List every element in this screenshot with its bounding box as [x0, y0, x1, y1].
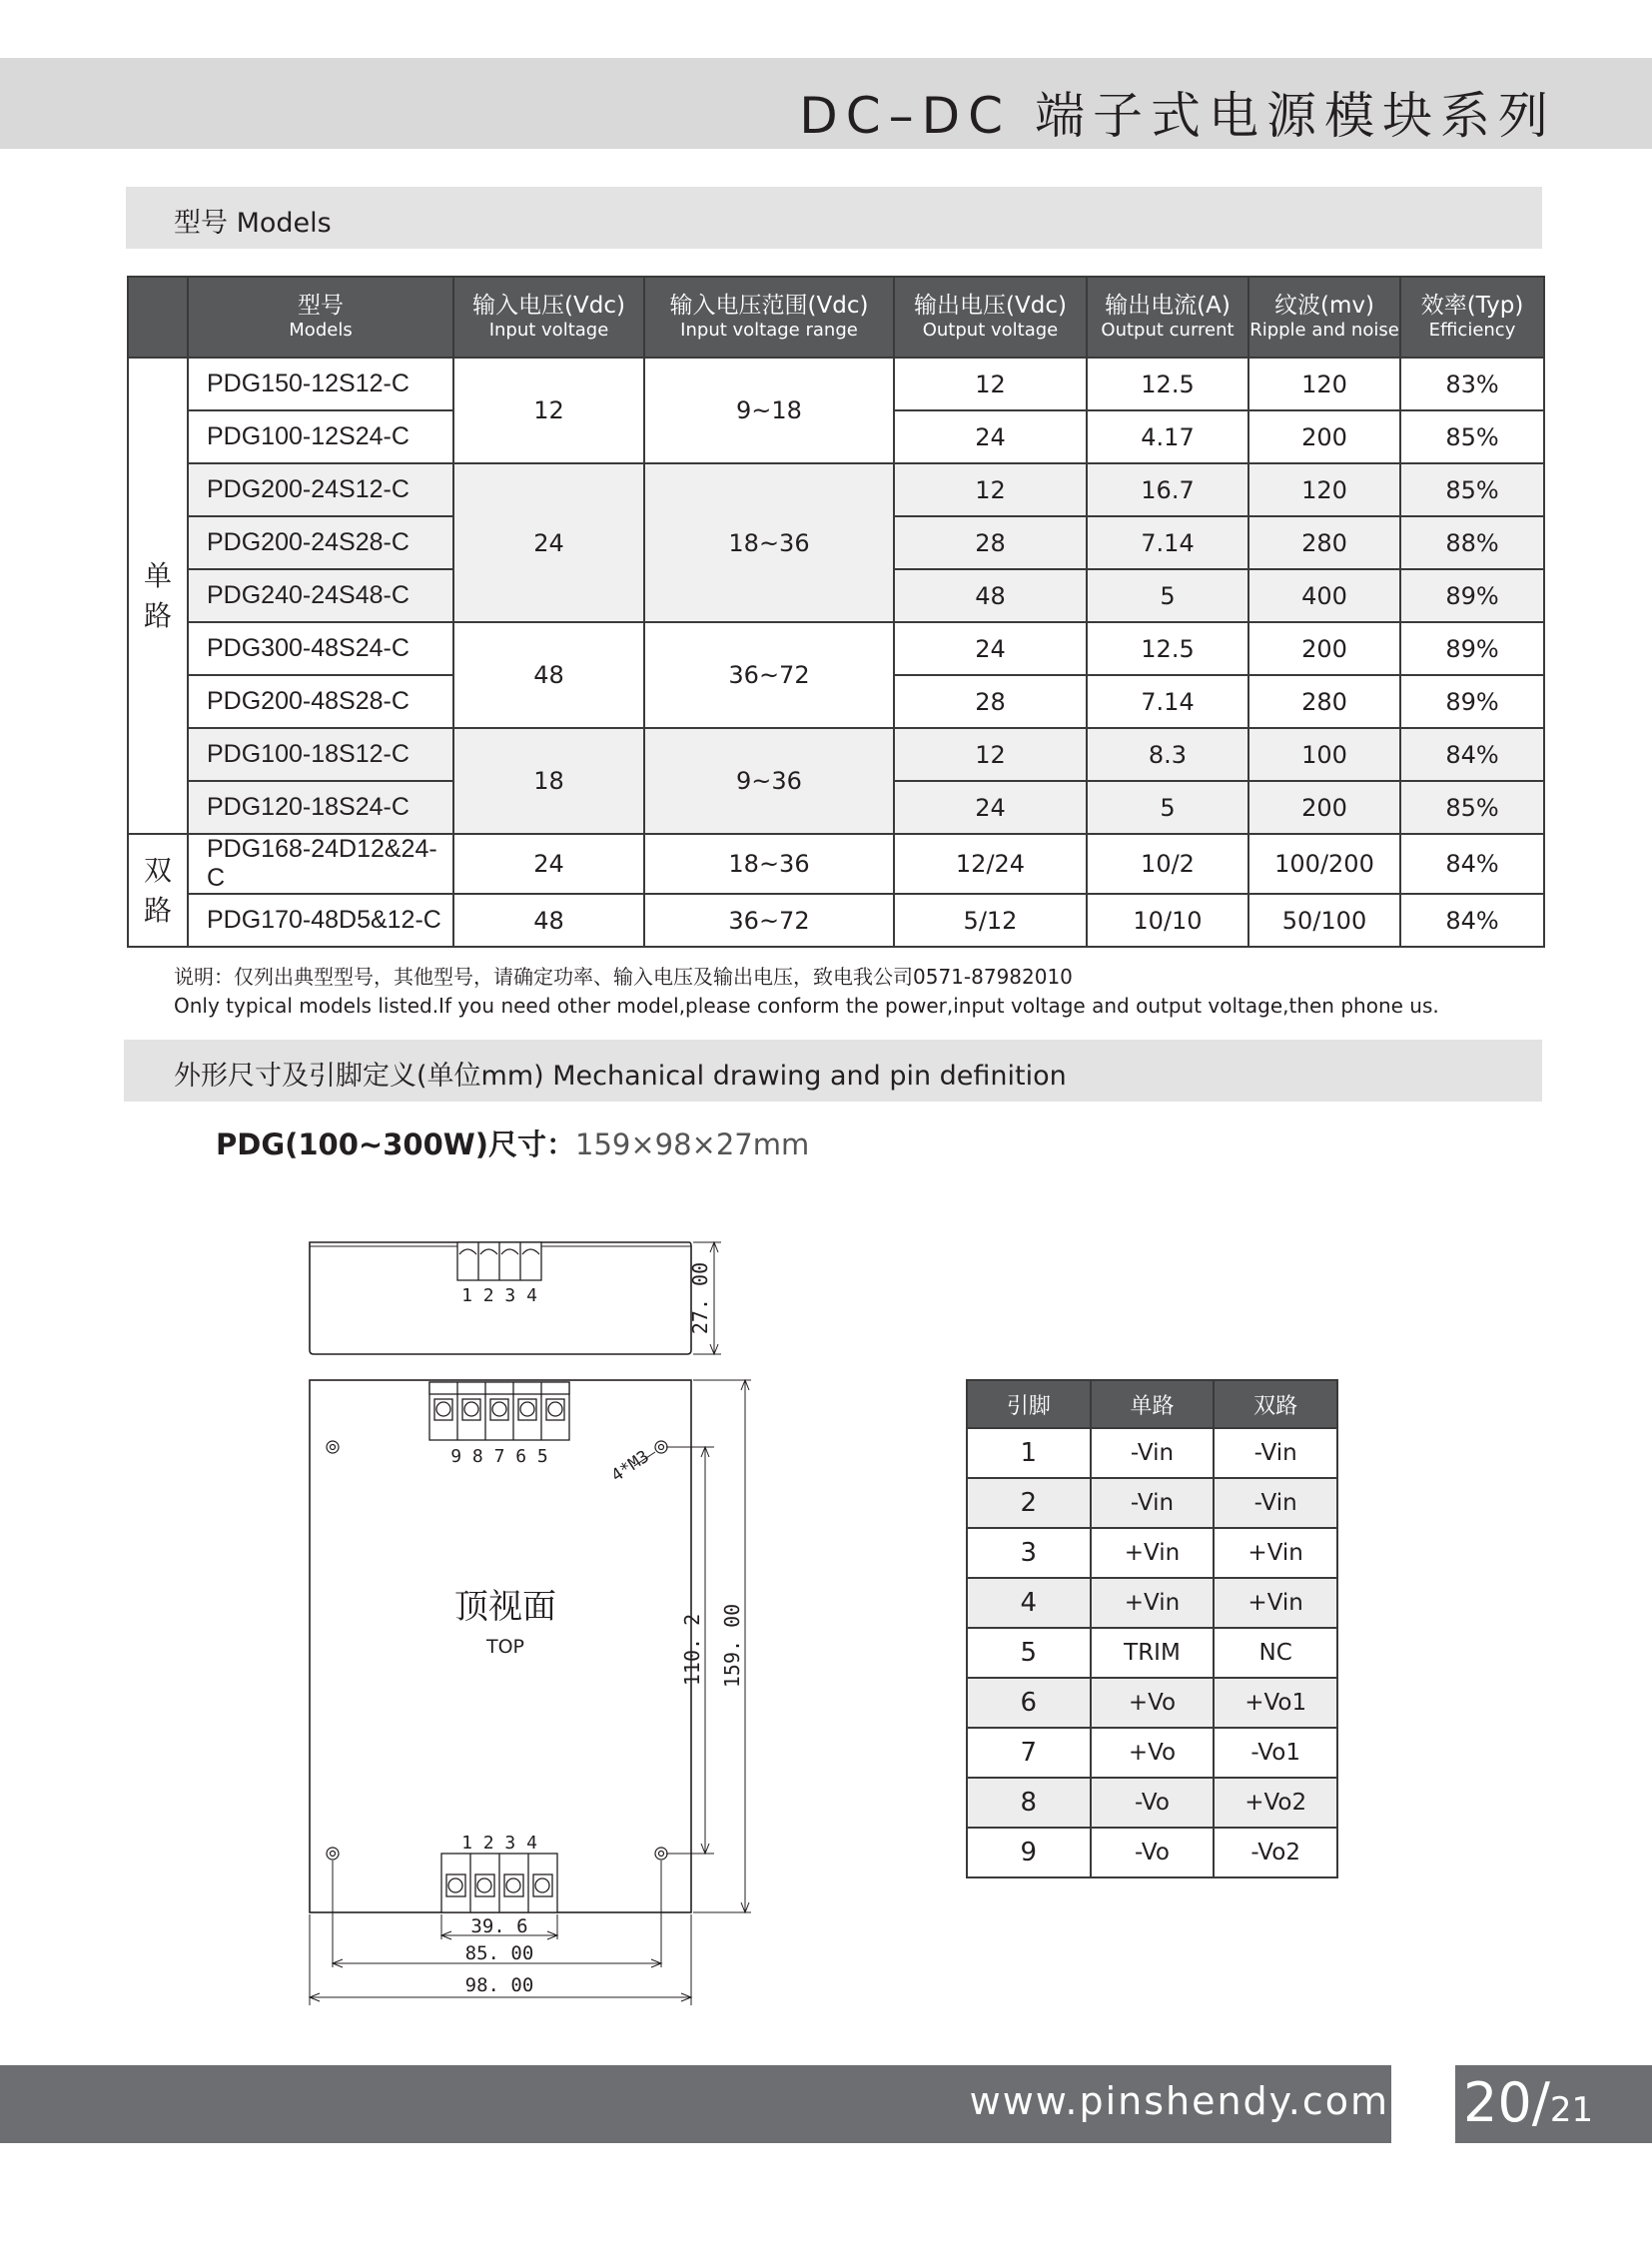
iout-cell: 16.7 [1087, 463, 1248, 516]
ripple-cell: 200 [1248, 781, 1400, 834]
pin-single: -Vo [1091, 1828, 1215, 1877]
ripple-cell: 400 [1248, 569, 1400, 622]
iout-cell: 8.3 [1087, 728, 1248, 781]
pin-single: +Vo [1091, 1728, 1215, 1778]
model-cell: PDG200-24S12-C [188, 463, 453, 516]
dim-159-label: 159. 00 [720, 1603, 744, 1689]
iout-cell: 12.5 [1087, 358, 1248, 410]
pin-dual: +Vo2 [1214, 1778, 1337, 1828]
pin-dual: -Vin [1214, 1428, 1337, 1478]
pin-row [967, 1528, 1337, 1578]
pin-single: +Vin [1091, 1578, 1215, 1628]
table-row [128, 834, 1544, 894]
iout-cell: 5 [1087, 781, 1248, 834]
vout-cell: 12/24 [894, 834, 1087, 894]
ripple-cell: 100/200 [1248, 834, 1400, 894]
pin-number: 1 [967, 1428, 1091, 1478]
vout-cell: 48 [894, 569, 1087, 622]
note-en: Only typical models listed.If you need other model,please conform the power,input voltage and output voltage,then phone us. [174, 994, 1439, 1018]
model-cell: PDG240-24S48-C [188, 569, 453, 622]
top-pin-labels-lower: 1 2 3 4 [461, 1833, 537, 1854]
eff-cell: 89% [1400, 675, 1544, 728]
ripple-cell: 120 [1248, 358, 1400, 410]
range-cell: 18~36 [644, 834, 894, 894]
pin-single: +Vo [1091, 1678, 1215, 1728]
side-terminal [457, 1242, 541, 1280]
pin-dual: +Vin [1214, 1528, 1337, 1578]
ripple-cell: 50/100 [1248, 894, 1400, 947]
eff-cell: 84% [1400, 894, 1544, 947]
pin-dual: +Vin [1214, 1578, 1337, 1628]
pin-number: 6 [967, 1678, 1091, 1728]
iout-cell: 7.14 [1087, 516, 1248, 569]
dim-98-label: 98. 00 [464, 1974, 534, 1996]
iout-cell: 10/10 [1087, 894, 1248, 947]
vout-cell: 24 [894, 622, 1087, 675]
iout-cell: 12.5 [1087, 622, 1248, 675]
model-cell: PDG300-48S24-C [188, 622, 453, 675]
mechanical-drawing [290, 1228, 809, 2027]
pin-number: 3 [967, 1528, 1091, 1578]
model-cell: PDG150-12S12-C [188, 358, 453, 410]
dims-title [216, 1122, 809, 1163]
model-cell: PDG120-18S24-C [188, 781, 453, 834]
pin-row [967, 1428, 1337, 1478]
dims-model: PDG(100~300W)尺寸： [216, 1127, 575, 1161]
pin-row [967, 1678, 1337, 1728]
eff-cell: 88% [1400, 516, 1544, 569]
eff-cell: 89% [1400, 622, 1544, 675]
iout-cell: 5 [1087, 569, 1248, 622]
side-pin-labels: 1 2 3 4 [461, 1285, 537, 1306]
dims-value: 159×98×27mm [575, 1127, 810, 1161]
ripple-cell: 120 [1248, 463, 1400, 516]
ripple-cell: 280 [1248, 675, 1400, 728]
side-height-label: 27. 00 [688, 1261, 712, 1335]
table-row [128, 728, 1544, 781]
pin-number: 5 [967, 1628, 1091, 1678]
eff-cell: 85% [1400, 781, 1544, 834]
pin-number: 2 [967, 1478, 1091, 1528]
page-total: 21 [1549, 2090, 1594, 2130]
page-number [1463, 2071, 1593, 2134]
pin-single: -Vin [1091, 1428, 1215, 1478]
dim-39-label: 39. 6 [470, 1915, 528, 1937]
pin-number: 4 [967, 1578, 1091, 1628]
section-models-bar [126, 187, 1542, 249]
vin-cell: 48 [453, 894, 644, 947]
footer-url[interactable]: www.pinshendy.com [969, 2079, 1389, 2123]
range-cell: 9~18 [644, 358, 894, 463]
eff-cell: 84% [1400, 728, 1544, 781]
range-cell: 36~72 [644, 622, 894, 728]
pin-row [967, 1828, 1337, 1877]
eff-cell: 85% [1400, 410, 1544, 463]
pin-row [967, 1578, 1337, 1628]
footer-bar [0, 2065, 1391, 2143]
pin-row [967, 1478, 1337, 1528]
pin-row [967, 1778, 1337, 1828]
top-terminal-upper [429, 1382, 569, 1440]
table-row [128, 894, 1544, 947]
pin-number: 8 [967, 1778, 1091, 1828]
pin-number: 7 [967, 1728, 1091, 1778]
pin-header-row [967, 1380, 1337, 1428]
range-cell: 36~72 [644, 894, 894, 947]
pin-dual: -Vo2 [1214, 1828, 1337, 1877]
vout-cell: 24 [894, 781, 1087, 834]
model-cell: PDG200-48S28-C [188, 675, 453, 728]
vin-cell: 18 [453, 728, 644, 834]
view-label-en: TOP [485, 1636, 525, 1658]
model-cell: PDG100-18S12-C [188, 728, 453, 781]
pin-header-single: 单路 [1091, 1380, 1215, 1428]
table-row [128, 622, 1544, 675]
models-table [127, 276, 1545, 948]
page-current: 20 [1463, 2071, 1532, 2134]
eff-cell: 83% [1400, 358, 1544, 410]
top-terminal-lower [441, 1854, 557, 1912]
pin-number: 9 [967, 1828, 1091, 1877]
models-note [174, 963, 1439, 1021]
mount-label: 4*M3 [607, 1446, 653, 1487]
group-single: 单路 [128, 358, 188, 834]
pin-header-dual: 双路 [1214, 1380, 1337, 1428]
eff-cell: 84% [1400, 834, 1544, 894]
vout-cell: 28 [894, 516, 1087, 569]
header-output-current: 输出电流(A) Output current [1087, 277, 1248, 358]
ripple-cell: 100 [1248, 728, 1400, 781]
pin-single: +Vin [1091, 1528, 1215, 1578]
pin-table [966, 1379, 1338, 1878]
ripple-cell: 280 [1248, 516, 1400, 569]
page-number-box [1455, 2065, 1652, 2143]
iout-cell: 4.17 [1087, 410, 1248, 463]
model-cell: PDG100-12S24-C [188, 410, 453, 463]
dim-110-label: 110. 2 [680, 1613, 704, 1687]
pin-row [967, 1728, 1337, 1778]
header-input-range: 输入电压范围(Vdc) Input voltage range [644, 277, 894, 358]
pin-dual: NC [1214, 1628, 1337, 1678]
pin-row [967, 1628, 1337, 1678]
pin-dual: -Vin [1214, 1478, 1337, 1528]
section-models-label: 型号 Models [174, 208, 332, 239]
pin-single: -Vo [1091, 1778, 1215, 1828]
vout-cell: 5/12 [894, 894, 1087, 947]
vout-cell: 24 [894, 410, 1087, 463]
group-dual: 双路 [128, 834, 188, 947]
pin-single: TRIM [1091, 1628, 1215, 1678]
model-cell: PDG200-24S28-C [188, 516, 453, 569]
vin-cell: 48 [453, 622, 644, 728]
pin-dual: -Vo1 [1214, 1728, 1337, 1778]
range-cell: 18~36 [644, 463, 894, 622]
table-row [128, 463, 1544, 516]
vin-cell: 12 [453, 358, 644, 463]
vout-cell: 12 [894, 463, 1087, 516]
vin-cell: 24 [453, 463, 644, 622]
header-banner [0, 58, 1652, 149]
ripple-cell: 200 [1248, 410, 1400, 463]
header-output-voltage: 输出电压(Vdc) Output voltage [894, 277, 1087, 358]
vin-cell: 24 [453, 834, 644, 894]
ripple-cell: 200 [1248, 622, 1400, 675]
models-header-row [128, 277, 1544, 358]
model-cell: PDG168-24D12&24-C [188, 834, 453, 894]
pin-header-pin: 引脚 [967, 1380, 1091, 1428]
pin-single: -Vin [1091, 1478, 1215, 1528]
top-pin-labels-upper: 9 8 7 6 5 [450, 1446, 548, 1467]
vout-cell: 28 [894, 675, 1087, 728]
model-cell: PDG170-48D5&12-C [188, 894, 453, 947]
section-mech-label: 外形尺寸及引脚定义(单位mm) Mechanical drawing and pin definition [174, 1061, 1067, 1092]
note-cn: 说明：仅列出典型型号，其他型号，请确定功率、输入电压及输出电压，致电我公司0571-87982010 [174, 965, 1073, 989]
section-mech-bar [124, 1040, 1542, 1102]
eff-cell: 89% [1400, 569, 1544, 622]
eff-cell: 85% [1400, 463, 1544, 516]
iout-cell: 7.14 [1087, 675, 1248, 728]
table-row [128, 358, 1544, 410]
dim-85-label: 85. 00 [464, 1942, 534, 1964]
range-cell: 9~36 [644, 728, 894, 834]
page-separator: / [1531, 2071, 1550, 2134]
header-efficiency: 效率(Typ) Efficiency [1400, 277, 1544, 358]
view-label-cn: 顶视面 [454, 1587, 556, 1627]
pin-dual: +Vo1 [1214, 1678, 1337, 1728]
header-blank [128, 277, 188, 358]
header-input-voltage: 输入电压(Vdc) Input voltage [453, 277, 644, 358]
vout-cell: 12 [894, 358, 1087, 410]
vout-cell: 12 [894, 728, 1087, 781]
header-ripple: 纹波(mv) Ripple and noise [1248, 277, 1400, 358]
page-title: DC–DC 端子式电源模块系列 [799, 87, 1556, 145]
iout-cell: 10/2 [1087, 834, 1248, 894]
header-model: 型号 Models [188, 277, 453, 358]
